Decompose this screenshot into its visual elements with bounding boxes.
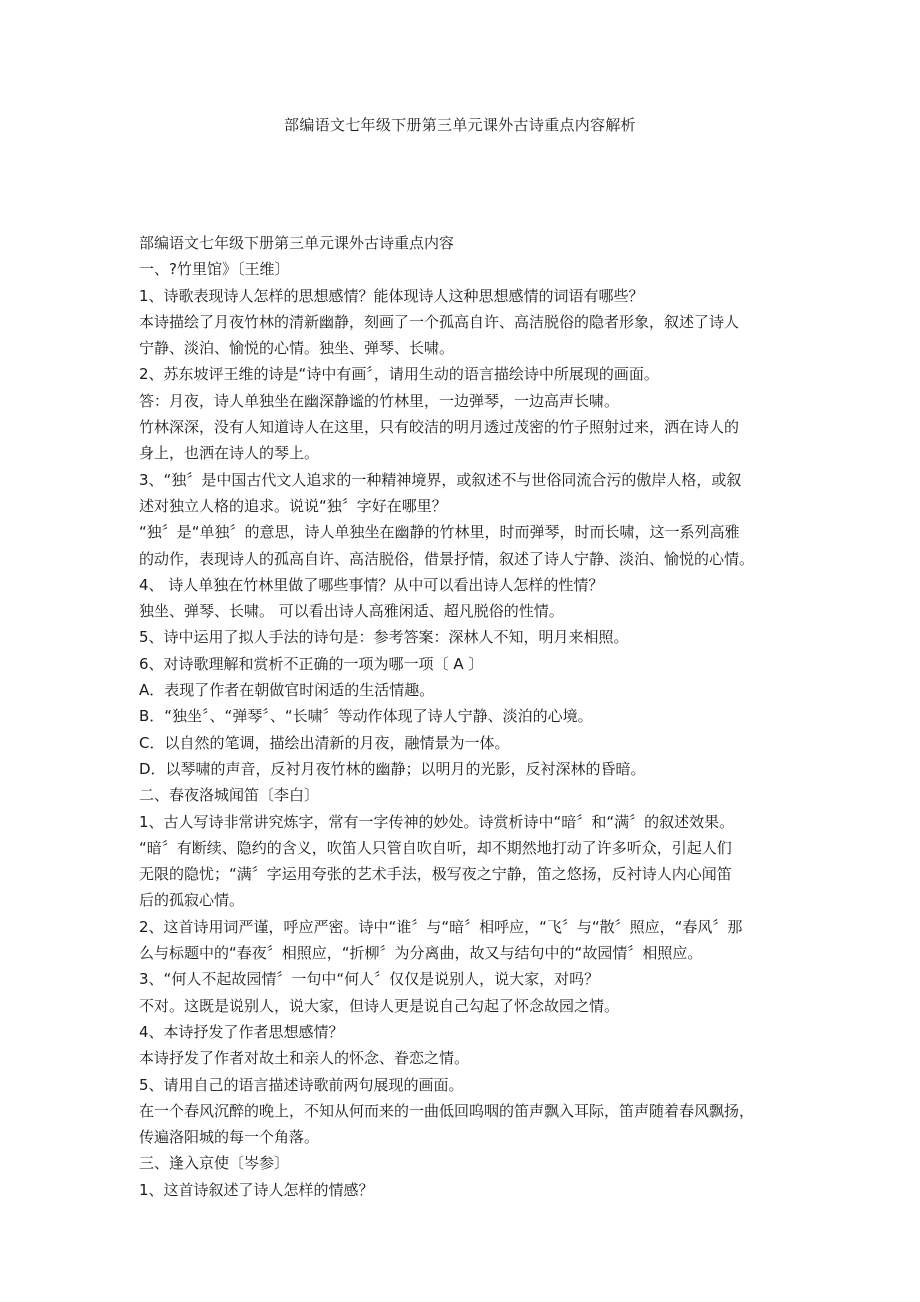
option: B．“独坐〞、“弹琴〞、“长啸〞等动作体现了诗人宁静、淡泊的心境。 — [139, 707, 593, 726]
poem-heading: 二、春夜洛城闻笛〔李白〕 — [139, 786, 320, 805]
question: 3、“何人不起故园情〞一句中“何人〞仅仅是说别人，说大家，对吗？ — [139, 970, 600, 989]
answer: 宁静、淡泊、愉悦的心情。独坐、弹琴、长啸。 — [139, 339, 455, 358]
question: 6、对诗歌理解和赏析不正确的一项为哪一项〔 A 〕 — [139, 654, 484, 673]
question: 么与标题中的“春夜〞相照应，“折柳〞为分离曲，故又与结句中的“故园情〞相照应。 — [139, 944, 703, 963]
option: A．表现了作者在朝做官时闲适的生活情趣。 — [139, 681, 435, 700]
question: 1、古人写诗非常讲究炼字，常有一字传神的妙处。诗赏析诗中“暗〞和“满〞的叙述效果。 — [139, 812, 735, 831]
answer: 竹林深深，没有人知道诗人在这里，只有皎洁的明月透过茂密的竹子照射过来，洒在诗人的 — [139, 418, 740, 437]
question: 述对独立人格的追求。说说“独〞字好在哪里？ — [139, 496, 447, 515]
answer: 身上，也洒在诗人的琴上。 — [139, 444, 320, 463]
question: 4、本诗抒发了作者思想感情？ — [139, 1022, 344, 1041]
question: 1、这首诗叙述了诗人怎样的情感？ — [139, 1180, 374, 1199]
question: 4、 诗人单独在竹林里做了哪些事情？从中可以看出诗人怎样的性情？ — [139, 575, 604, 594]
question: 2、苏东坡评王维的诗是“诗中有画〞，请用生动的语言描绘诗中所展现的画面。 — [139, 365, 659, 384]
answer: 后的孤寂心情。 — [139, 891, 245, 910]
question: 2、这首诗用词严谨，呼应严密。诗中“谁〞与“暗〞相呼应，“飞〞与“散〞照应，“春风〞那 — [139, 917, 743, 936]
section-heading: 部编语文七年级下册第三单元课外古诗重点内容 — [139, 234, 455, 252]
answer: 传遍洛阳城的每一个角落。 — [139, 1128, 320, 1147]
option: D．以琴啸的声音，反衬月夜竹林的幽静；以明月的光影，反衬深林的昏暗。 — [139, 759, 646, 778]
poem-heading: 一、?竹里馆》〔王维〕 — [139, 260, 290, 279]
answer: 本诗描绘了月夜竹林的清新幽静，刻画了一个孤高自许、高洁脱俗的隐者形象，叙述了诗人 — [139, 312, 740, 331]
answer: “独〞是“单独〞的意思，诗人单独坐在幽静的竹林里，时而弹琴，时而长啸，这一系列高雅 — [139, 523, 740, 542]
answer: 的动作，表现诗人的孤高自许、高洁脱俗，借景抒情，叙述了诗人宁静、淡泊、愉悦的心情。 — [139, 549, 755, 568]
document-body — [139, 230, 784, 1203]
answer: 不对。这既是说别人，说大家，但诗人更是说自己勾起了怀念故园之情。 — [139, 996, 620, 1015]
question: 1、诗歌表现诗人怎样的思想感情？能体现诗人这种思想感情的词语有哪些？ — [139, 286, 644, 305]
question: 5、请用自己的语言描述诗歌前两句展现的画面。 — [139, 1075, 464, 1094]
answer: “暗〞有断续、隐约的含义，吹笛人只管自吹自听，却不期然地打动了许多听众，引起人们 — [139, 838, 732, 857]
answer: 在一个春风沉醉的晚上，不知从何而来的一曲低回呜咽的笛声飘入耳际，笛声随着春风飘扬， — [139, 1101, 755, 1120]
answer: 本诗抒发了作者对故土和亲人的怀念、眷恋之情。 — [139, 1049, 470, 1068]
question: 5、诗中运用了拟人手法的诗句是：参考答案：深林人不知，明月来相照。 — [139, 628, 629, 647]
answer: 无限的隐忧；“满〞字运用夸张的艺术手法，极写夜之宁静，笛之悠扬，反衬诗人内心闻笛 — [139, 865, 732, 884]
poem-heading: 三、逢入京使〔岑参〕 — [139, 1154, 290, 1173]
option: C．以自然的笔调，描绘出清新的月夜，融情景为一体。 — [139, 733, 510, 752]
page-title: 部编语文七年级下册第三单元课外古诗重点内容解析 — [284, 116, 636, 134]
answer: 独坐、弹琴、长啸。 可以看出诗人高雅闲适、超凡脱俗的性情。 — [139, 602, 564, 621]
answer: 答：月夜，诗人单独坐在幽深静谧的竹林里，一边弹琴，一边高声长啸。 — [139, 391, 620, 410]
question: 3、“独〞是中国古代文人追求的一种精神境界，或叙述不与世俗同流合污的傲岸人格，或叙 — [139, 470, 742, 489]
